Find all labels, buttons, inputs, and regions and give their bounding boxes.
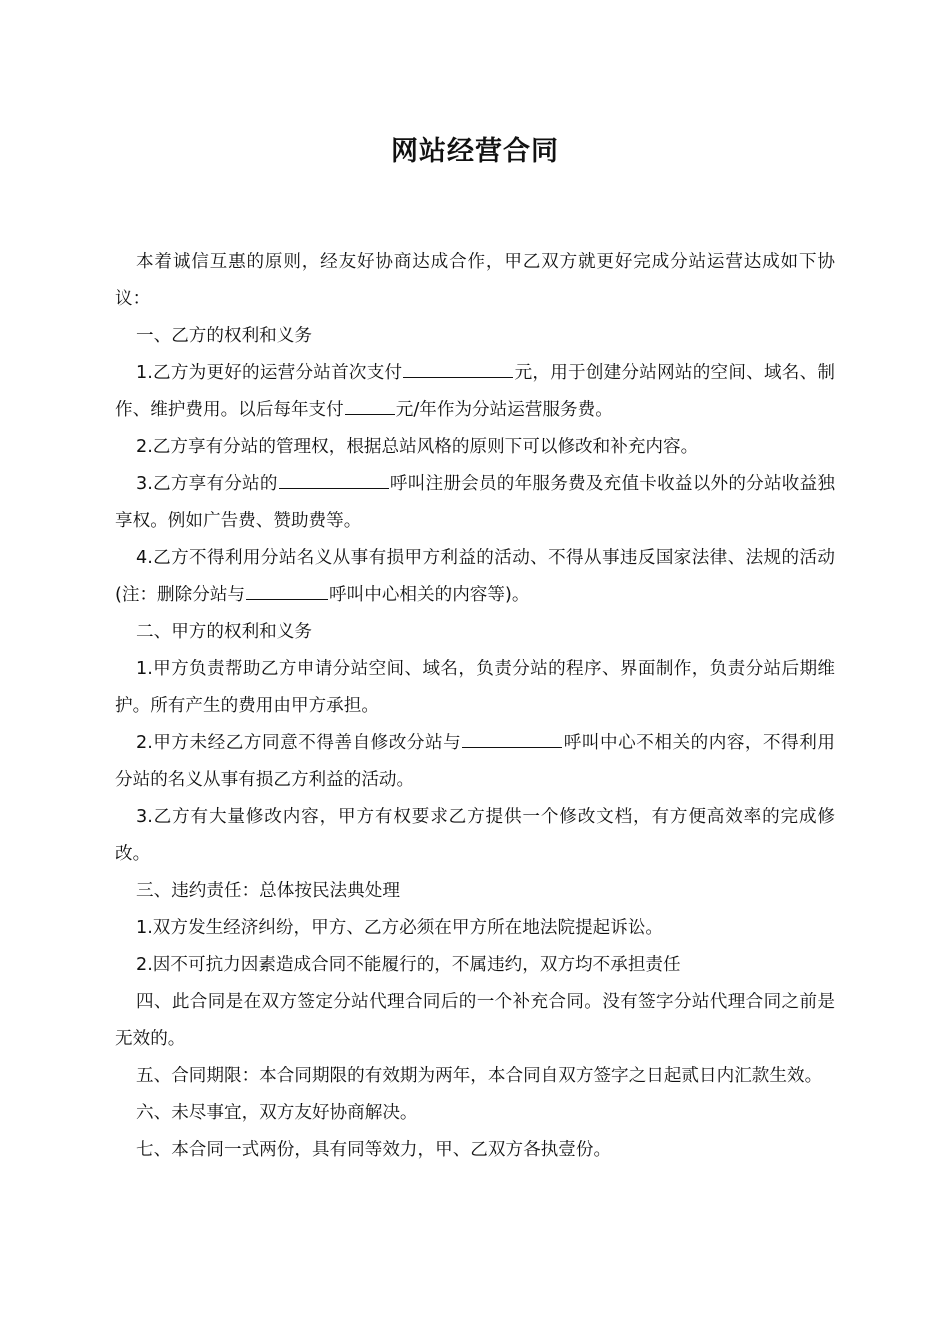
section-6: 六、未尽事宜，双方友好协商解决。	[136, 1103, 418, 1123]
call-center-name-blank	[279, 470, 389, 489]
first-payment-blank	[403, 359, 513, 378]
s1-i1-text-a: 1.乙方为更好的运营分站首次支付	[136, 363, 403, 383]
call-center-name-blank-2	[246, 581, 328, 600]
section-2-item-2	[115, 725, 835, 799]
section-2-item-1: 1.甲方负责帮助乙方申请分站空间、域名，负责分站的程序、界面制作，负责分站后期维护。所有产生的费用由甲方承担。	[115, 659, 835, 716]
section-3-heading: 三、违约责任：总体按民法典处理	[136, 881, 400, 901]
s1-i3-text-b: 呼叫注册会员的年服务费及充值卡收益以外的分站收益独享权。例如广告费、赞助费等。	[115, 474, 835, 531]
s1-i1-text-b: 元，用于创建分站网站的空间、域名、制作、维护费用。以后每年支付	[115, 363, 835, 420]
section-5: 五、合同期限：本合同期限的有效期为两年，本合同自双方签字之日起贰日内汇款生效。	[136, 1066, 823, 1086]
section-1-heading: 一、乙方的权利和义务	[136, 326, 312, 346]
s2-i2-text-b: 呼叫中心不相关的内容，不得利用分站的名义从事有损乙方利益的活动。	[115, 733, 835, 790]
section-7: 七、本合同一式两份，具有同等效力，甲、乙双方各执壹份。	[136, 1140, 612, 1160]
section-4: 四、此合同是在双方签定分站代理合同后的一个补充合同。没有签字分站代理合同之前是无效的。	[115, 992, 835, 1049]
s1-i4-text-b: 呼叫中心相关的内容等)。	[329, 585, 530, 605]
section-2-item-3: 3.乙方有大量修改内容，甲方有权要求乙方提供一个修改文档，有方便高效率的完成修改。	[115, 807, 835, 864]
section-2-heading: 二、甲方的权利和义务	[136, 622, 312, 642]
section-1-item-1	[115, 355, 835, 429]
intro-text: 本着诚信互惠的原则，经友好协商达成合作，甲乙双方就更好完成分站运营达成如下协议：	[115, 252, 835, 309]
intro-paragraph	[115, 244, 835, 318]
s1-i1-text-c: 元/年作为分站运营服务费。	[395, 400, 613, 420]
s2-i2-text-a: 2.甲方未经乙方同意不得善自修改分站与	[136, 733, 462, 753]
annual-fee-blank	[345, 396, 395, 415]
section-1-item-2: 2.乙方享有分站的管理权，根据总站风格的原则下可以修改和补充内容。	[136, 437, 699, 457]
section-3-item-2: 2.因不可抗力因素造成合同不能履行的，不属违约，双方均不承担责任	[136, 955, 681, 975]
section-1-item-4	[115, 540, 835, 614]
section-3-item-1: 1.双方发生经济纠纷，甲方、乙方必须在甲方所在地法院提起诉讼。	[136, 918, 664, 938]
call-center-name-blank-3	[462, 729, 562, 748]
document-body	[115, 244, 835, 1169]
section-1-item-3	[115, 466, 835, 540]
document-title: 网站经营合同	[391, 136, 559, 167]
s1-i4-text-a: 4.乙方不得利用分站名义从事有损甲方利益的活动、不得从事违反国家法律、法规的活动(注：删除分站与	[115, 548, 835, 605]
s1-i3-text-a: 3.乙方享有分站的	[136, 474, 278, 494]
